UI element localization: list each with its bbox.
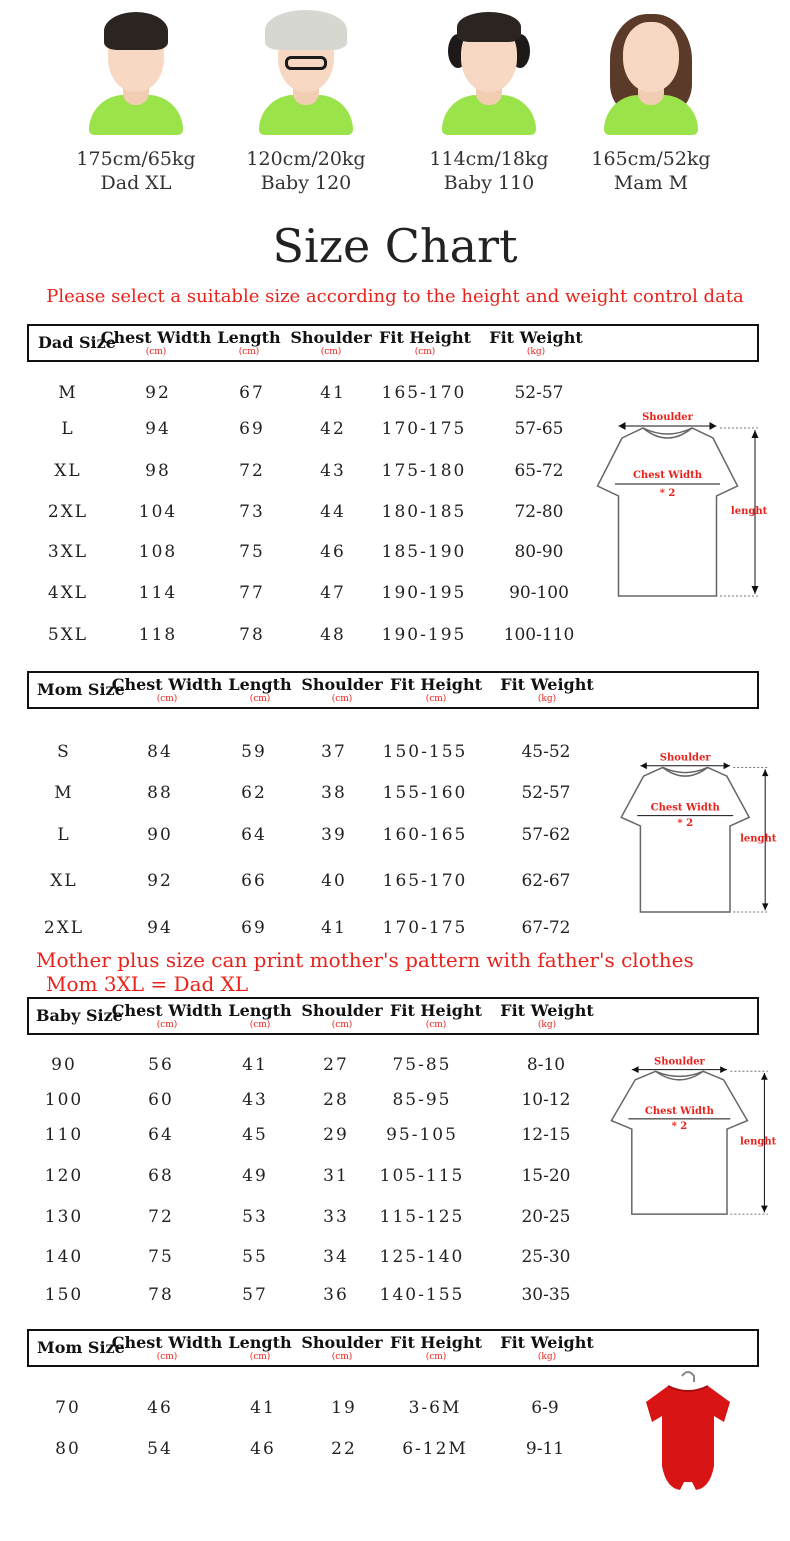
model-size: Baby 110 [443,172,535,194]
column-header-label: Baby Size [36,1006,123,1025]
table-cell: 80-90 [514,542,564,562]
table-cell: 160-165 [382,825,468,845]
table-cell: 10-12 [521,1090,571,1110]
column-unit: (cm) [331,694,353,704]
chest-width-label: Chest Width [632,470,703,481]
chest-width-label: Chest Width [644,1105,714,1117]
plus-size-note: Mother plus size can print mother's pattern with father's clothes [36,948,694,972]
column-header [112,1002,223,1030]
table-cell: 48 [320,625,346,645]
table-cell: 114 [138,583,178,603]
column-header-label: Fit Height [390,675,482,694]
table-cell: 15-20 [521,1166,571,1186]
table-cell: 190-195 [381,625,467,645]
column-header [301,1002,382,1030]
column-header [379,329,471,357]
dad-photo [81,0,191,135]
table-cell: 100-110 [503,625,575,645]
column-header [112,1334,223,1362]
table-cell: 39 [321,825,347,845]
column-unit: (kg) [526,347,546,357]
column-header-label: Chest Width [111,1001,223,1020]
table-cell: 62 [241,783,267,803]
table-cell: M [54,783,74,803]
column-header-label: Mom Size [37,1338,125,1357]
column-header-label: Length [228,1001,292,1020]
table-cell: 38 [321,783,347,803]
table-cell: 150-155 [382,742,468,762]
table-cell: 64 [148,1125,174,1145]
table-cell: 53 [242,1207,268,1227]
table-cell: 2XL [43,918,85,938]
table-cell: S [57,742,71,762]
table-cell: 72 [239,461,265,481]
table-cell: XL [54,461,82,481]
table-cell: 41 [320,383,346,403]
table-cell: 40 [321,871,347,891]
column-unit: (cm) [425,694,447,704]
table-cell: 118 [138,625,178,645]
table-cell: 31 [323,1166,349,1186]
table-cell: 67 [239,383,265,403]
column-header-label: Fit Weight [489,328,583,347]
table-cell: 88 [147,783,173,803]
column-unit: (cm) [238,347,260,357]
column-header [290,329,371,357]
table-cell: 84 [147,742,173,762]
table-cell: 44 [320,502,346,522]
column-header-label: Mom Size [37,680,125,699]
column-unit: (cm) [425,1352,447,1362]
table-cell: 45-52 [521,742,571,762]
table-cell: 115-125 [379,1207,465,1227]
table-cell: 57 [242,1285,268,1305]
column-header-label: Length [217,328,281,347]
column-header-label: Fit Height [390,1333,482,1352]
table-cell: 64 [241,825,267,845]
column-header [390,1002,482,1030]
table-cell: 68 [148,1166,174,1186]
table-cell: 37 [321,742,347,762]
table-cell: 125-140 [379,1247,465,1267]
table-cell: 100 [44,1090,84,1110]
table-cell: 25-30 [521,1247,571,1267]
table-cell: 47 [320,583,346,603]
table-cell: 75 [239,542,265,562]
column-unit: (cm) [331,1020,353,1030]
table-cell: 45 [242,1125,268,1145]
shoulder-label: Shoulder [653,1056,705,1068]
table-cell: 29 [323,1125,349,1145]
column-unit: (cm) [156,1020,178,1030]
table-cell: 92 [147,871,173,891]
model-measure: 114cm/18kg [429,148,549,170]
length-label: lenght [730,506,768,517]
column-header-label: Shoulder [301,1333,383,1352]
column-header-label: Shoulder [301,675,383,694]
table-cell: 54 [147,1439,173,1459]
times-two-label: * 2 [677,817,694,829]
table-cell: 36 [323,1285,349,1305]
column-unit: (cm) [425,1020,447,1030]
table-cell: 57-62 [521,825,571,845]
table-cell: L [57,825,71,845]
subtitle: Please select a suitable size according to the height and weight control data [46,286,744,307]
column-header [228,1334,291,1362]
table-cell: 90-100 [509,583,569,603]
column-unit: (cm) [320,347,342,357]
column-unit: (kg) [537,1020,557,1030]
romper-image [638,1370,738,1495]
table-cell: 170-175 [382,918,468,938]
times-two-label: * 2 [659,488,676,499]
table-cell: 6-12M [402,1439,468,1459]
column-header [228,1002,291,1030]
table-cell: 27 [323,1055,349,1075]
table-cell: 92 [145,383,171,403]
table-cell: 3-6M [408,1398,462,1418]
table-cell: 175-180 [381,461,467,481]
column-unit: (cm) [249,1020,271,1030]
table-cell: 62-67 [521,871,571,891]
column-header [500,1002,594,1030]
table-cell: 33 [323,1207,349,1227]
table-cell: 180-185 [381,502,467,522]
table-cell: 5XL [47,625,89,645]
table-cell: 110 [44,1125,84,1145]
table-cell: 165-170 [382,871,468,891]
model-baby-110 [424,0,554,195]
model-size: Mam M [613,172,689,194]
column-header [301,676,382,704]
model-measure: 165cm/52kg [591,148,711,170]
table-cell: M [58,383,78,403]
table-cell: 55 [242,1247,268,1267]
column-header [489,329,583,357]
column-unit: (kg) [537,694,557,704]
table-cell: 42 [320,419,346,439]
table-cell: 41 [250,1398,276,1418]
table-cell: 155-160 [382,783,468,803]
model-dad [71,0,201,195]
column-header-label: Length [228,675,292,694]
table-cell: 8-10 [526,1055,566,1075]
table-cell: 57-65 [514,419,564,439]
page-title: Size Chart [272,219,518,273]
column-unit: (cm) [249,1352,271,1362]
table-cell: 9-11 [525,1439,565,1459]
table-cell: 67-72 [521,918,571,938]
table-cell: 104 [138,502,178,522]
shoulder-label: Shoulder [642,412,693,423]
table-cell: 69 [241,918,267,938]
length-label: lenght [739,1136,777,1148]
column-header-label: Shoulder [290,328,372,347]
table-cell: 77 [239,583,265,603]
table-cell: 94 [147,918,173,938]
column-header-label: Fit Weight [500,1333,594,1352]
table-cell: 43 [320,461,346,481]
table-cell: 90 [147,825,173,845]
column-header-label: Fit Weight [500,1001,594,1020]
column-header [101,329,212,357]
table-cell: 170-175 [381,419,467,439]
table-cell: 150 [44,1285,84,1305]
chest-width-label: Chest Width [650,802,720,814]
shoulder-label: Shoulder [659,752,711,764]
model-measure: 120cm/20kg [246,148,366,170]
table-cell: 78 [148,1285,174,1305]
table-cell: 75 [148,1247,174,1267]
table-cell: 70 [55,1398,81,1418]
model-measure: 175cm/65kg [76,148,196,170]
baby-girl-photo [434,0,544,135]
column-header-label: Chest Width [111,675,223,694]
tshirt-measurement-diagram [608,1056,778,1226]
model-mom [586,0,716,195]
column-header [301,1334,382,1362]
table-cell: 165-170 [381,383,467,403]
table-cell: 90 [51,1055,77,1075]
model-size: Dad XL [100,172,172,194]
length-label: lenght [740,833,777,845]
table-cell: 46 [147,1398,173,1418]
table-cell: 22 [331,1439,357,1459]
tshirt-outline [621,767,749,911]
column-unit: (cm) [414,347,436,357]
column-unit: (kg) [537,1352,557,1362]
mom-photo [596,0,706,135]
column-header [390,676,482,704]
table-cell: 49 [242,1166,268,1186]
table-cell: 60 [148,1090,174,1110]
table-cell: 95-105 [386,1125,458,1145]
column-header [112,676,223,704]
table-cell: 85-95 [392,1090,452,1110]
column-unit: (cm) [331,1352,353,1362]
table-cell: 6-9 [531,1398,559,1418]
table-cell: 56 [148,1055,174,1075]
table-cell: 108 [138,542,178,562]
table-cell: 41 [321,918,347,938]
model-size: Baby 120 [260,172,352,194]
table-cell: 120 [44,1166,84,1186]
column-header [217,329,280,357]
table-cell: 52-57 [514,383,564,403]
column-header-label: Fit Height [390,1001,482,1020]
model-baby-120 [241,0,371,195]
tshirt-measurement-diagram [618,752,778,924]
table-cell: 46 [320,542,346,562]
table-cell: 43 [242,1090,268,1110]
table-cell: 72 [148,1207,174,1227]
baby-boy-photo [251,0,361,135]
table-cell: 72-80 [514,502,564,522]
table-cell: 140 [44,1247,84,1267]
column-header-label: Dad Size [38,333,116,352]
column-unit: (cm) [156,1352,178,1362]
size-column-header [36,1007,123,1025]
table-cell: 80 [55,1439,81,1459]
tshirt-measurement-diagram [594,410,769,610]
table-cell: 34 [323,1247,349,1267]
table-cell: 69 [239,419,265,439]
table-cell: 65-72 [514,461,564,481]
column-header-label: Fit Height [379,328,471,347]
table-cell: 66 [241,871,267,891]
table-cell: 73 [239,502,265,522]
table-cell: 41 [242,1055,268,1075]
table-cell: 3XL [47,542,89,562]
table-cell: 59 [241,742,267,762]
table-cell: 98 [145,461,171,481]
column-header-label: Chest Width [100,328,212,347]
tshirt-outline [598,428,738,596]
table-cell: 190-195 [381,583,467,603]
tshirt-outline [611,1071,747,1214]
column-header [390,1334,482,1362]
table-cell: 78 [239,625,265,645]
column-header-label: Length [228,1333,292,1352]
table-cell: 140-155 [379,1285,465,1305]
table-cell: 130 [44,1207,84,1227]
column-header [500,1334,594,1362]
table-cell: 20-25 [521,1207,571,1227]
table-cell: 12-15 [521,1125,571,1145]
column-header-label: Shoulder [301,1001,383,1020]
table-cell: 52-57 [521,783,571,803]
column-unit: (cm) [156,694,178,704]
table-cell: 75-85 [392,1055,452,1075]
table-cell: 185-190 [381,542,467,562]
equivalence-note: Mom 3XL = Dad XL [46,972,249,996]
table-cell: 4XL [47,583,89,603]
table-cell: 94 [145,419,171,439]
times-two-label: * 2 [671,1121,688,1133]
column-header [228,676,291,704]
column-unit: (cm) [249,694,271,704]
table-cell: 19 [331,1398,357,1418]
column-header-label: Fit Weight [500,675,594,694]
table-cell: 105-115 [379,1166,465,1186]
table-cell: 28 [323,1090,349,1110]
table-cell: 46 [250,1439,276,1459]
table-cell: 30-35 [521,1285,571,1305]
column-unit: (cm) [145,347,167,357]
table-cell: XL [50,871,78,891]
table-cell: L [61,419,75,439]
column-header-label: Chest Width [111,1333,223,1352]
table-cell: 2XL [47,502,89,522]
column-header [500,676,594,704]
